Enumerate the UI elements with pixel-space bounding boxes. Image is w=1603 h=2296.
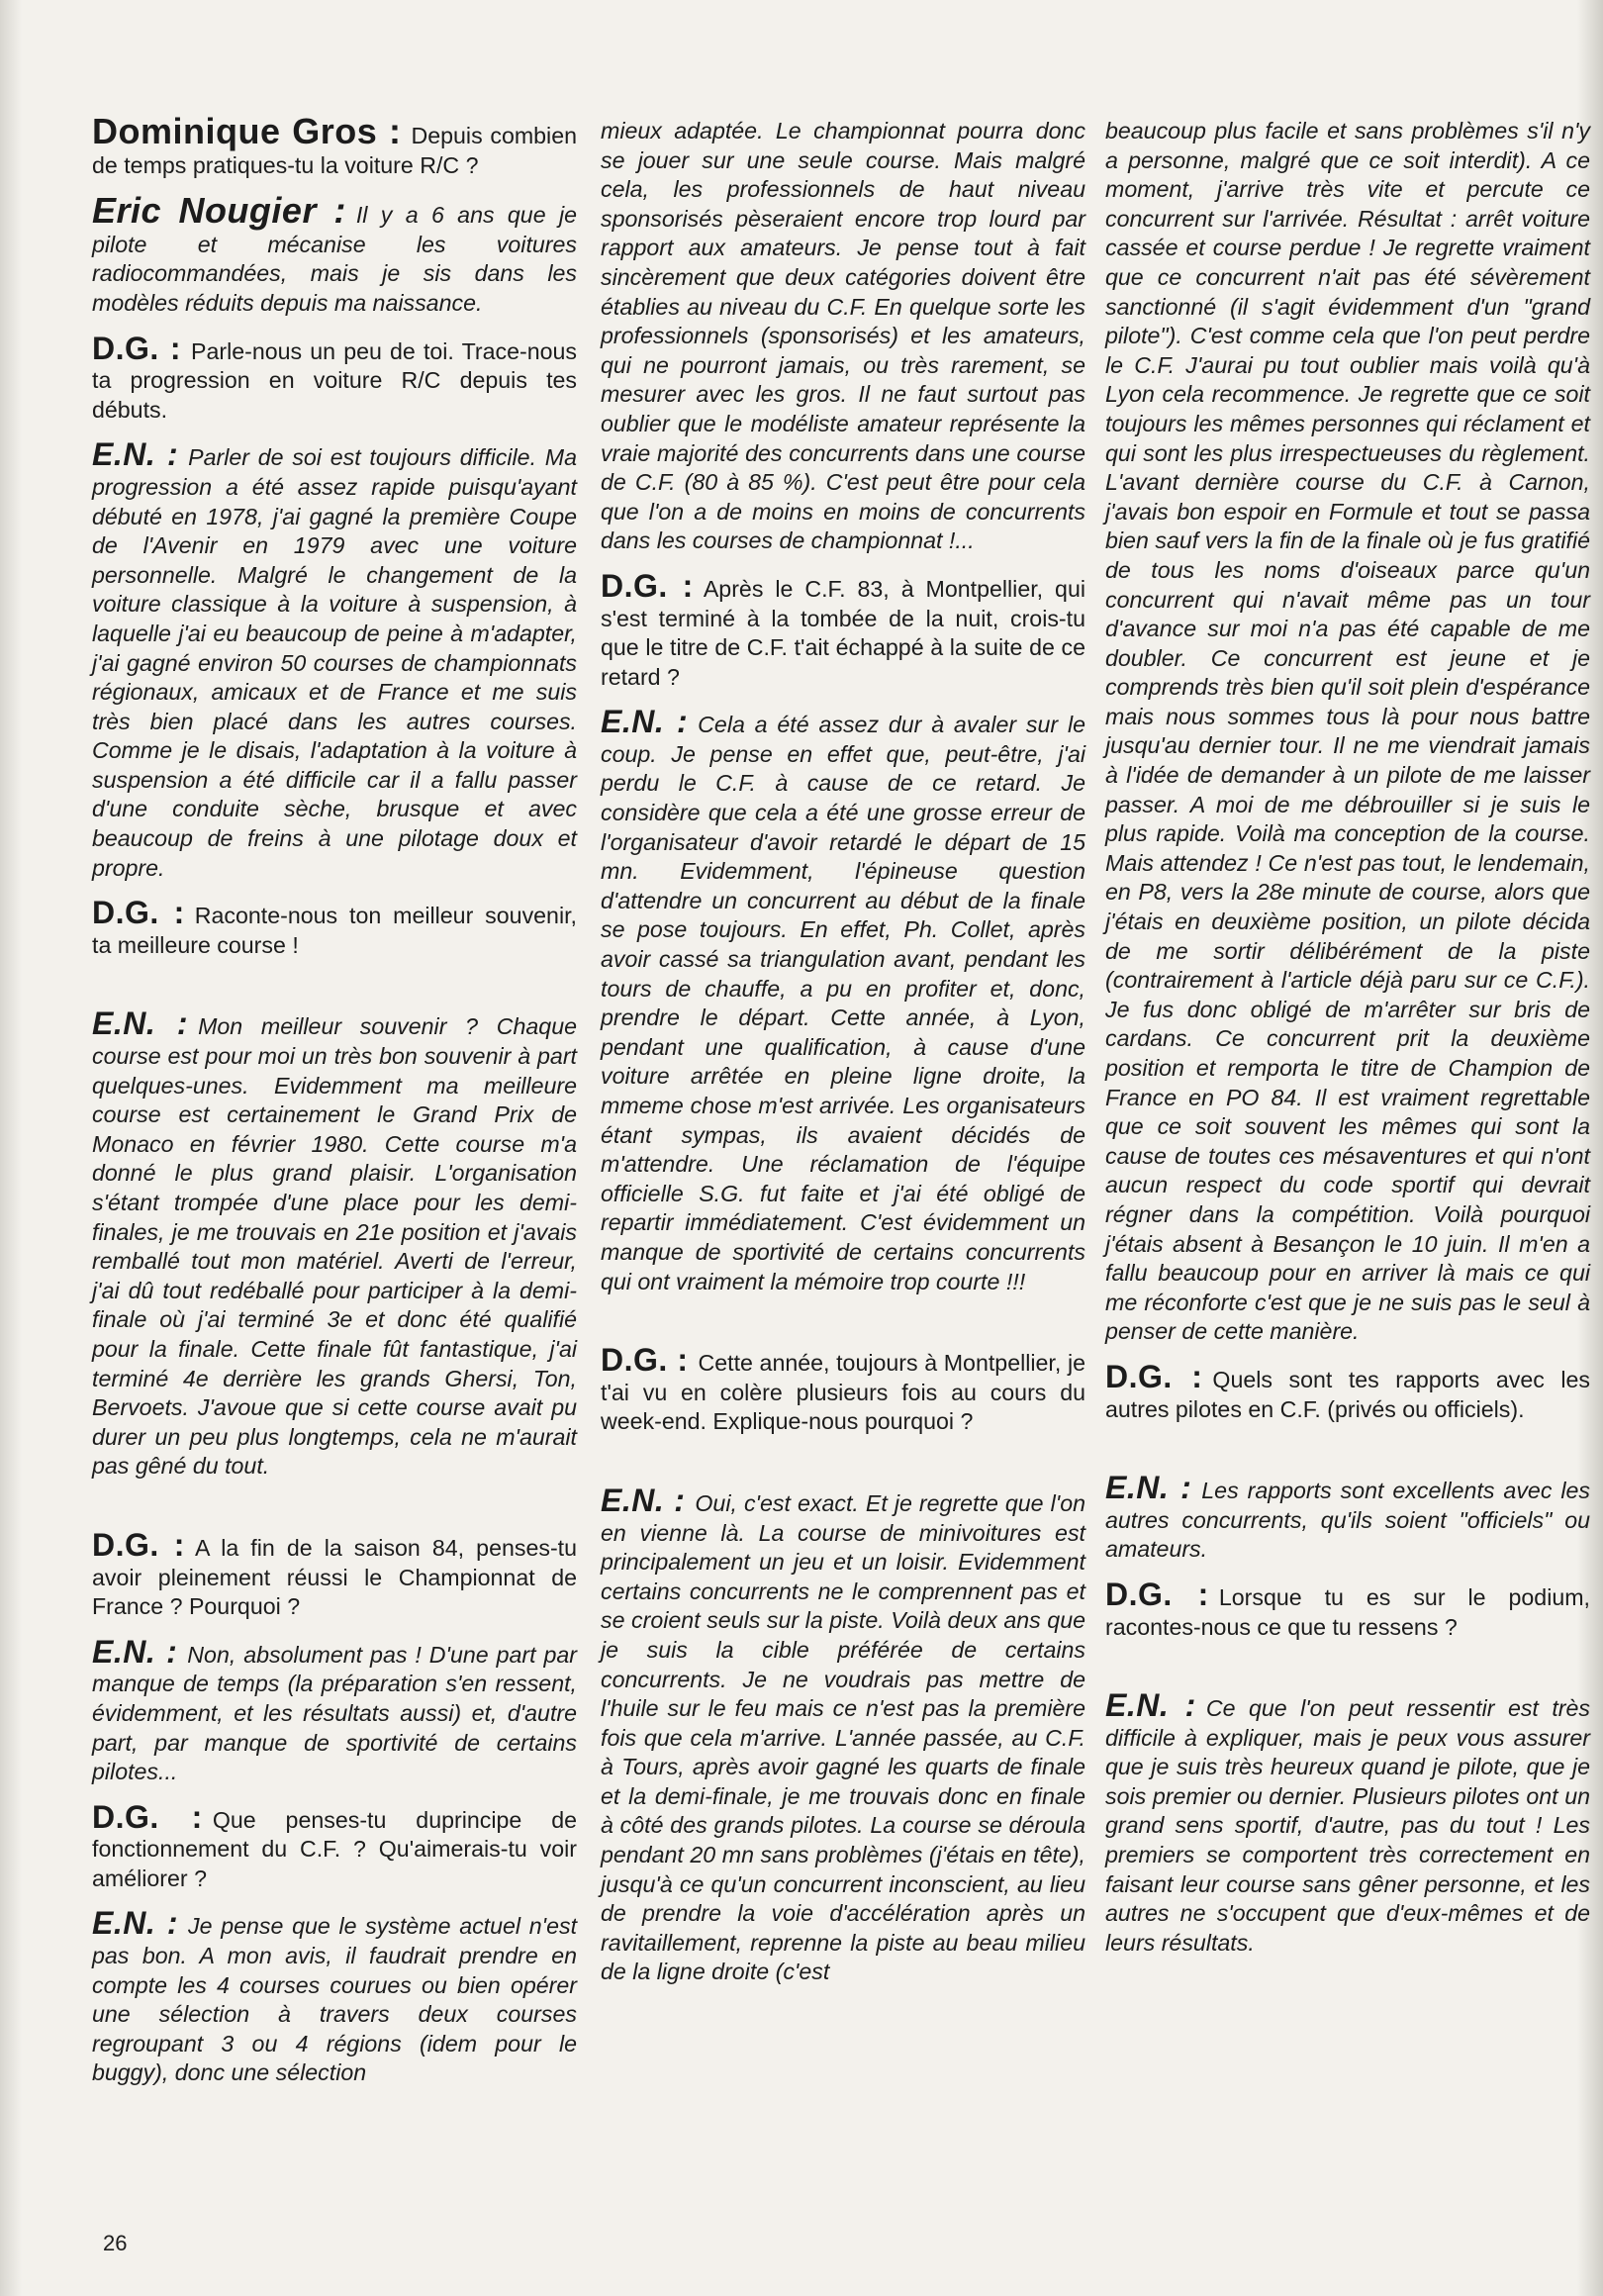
paragraph-text: Mon meilleur souvenir ? Chaque course est pour moi un très bon souvenir à part quelques-unes. Evidemment ma meilleure course est certainement le Grand Prix de Monaco en février 1980. Cette course m'a donné le plus grand plaisir. L'organisation s'étant trompée d'une place pour les demi-finales, je me trouvais en 21e position et j'avais remballé tout mon matériel. Averti de l'erreur, j'ai dû tout redéballé pour participer à la demi-finale où j'ai terminé 3e et donc été qualifié pour la finale. Cette finale fût fantastique, j'ai terminé 4e derrière les grands Ghersi, Ton, Bervoets. J'avoue que si cette course avait pu durer un peu plus longtemps, cela ne m'aurait pas gêné du tout.	[92, 1013, 577, 1480]
speaker-label: E.N. :	[92, 1005, 189, 1042]
interview-answer	[1105, 1687, 1591, 1958]
interview-question	[92, 1526, 578, 1622]
interview-answer	[92, 1633, 578, 1787]
paragraph-text: Parle-nous un peu de toi. Trace-nous ta progression en voiture R/C depuis tes débuts.	[92, 337, 577, 423]
interview-answer	[1105, 117, 1590, 1347]
scan-edge-left	[0, 0, 22, 2296]
speaker-label: Eric Nougier :	[92, 190, 346, 232]
paragraph-text: A la fin de la saison 84, penses-tu avoir pleinement réussi le Championnat de France ? Pourquoi ?	[92, 1534, 578, 1620]
speaker-label: Dominique Gros :	[92, 111, 402, 151]
paragraph-text: Lorsque tu es sur le podium, racontes-nous ce que tu ressens ?	[1105, 1583, 1590, 1640]
interview-question	[1105, 1358, 1590, 1424]
speaker-label: E.N. :	[1105, 1470, 1192, 1506]
speaker-label: D.G. :	[601, 1342, 689, 1379]
paragraph-text: Je pense que le système actuel n'est pas bon. A mon avis, il faudrait prendre en compte les 4 courses courues ou bien opérer une sélection à travers deux courses regroupant 3 ou 4 régions (idem pour le buggy), donc une sélection	[92, 1913, 578, 2086]
speaker-label: E.N. :	[601, 1482, 686, 1518]
speaker-label: D.G. :	[1105, 1576, 1209, 1612]
interview-question	[601, 1342, 1085, 1437]
paragraph-text: Oui, c'est exact. Et je regrette que l'on en vienne là. La course de minivoitures est principalement un jeu et un loisir. Evidemment certains concurrents ne le comprennent pas et se croient seuls sur la piste. Voilà deux ans que je suis la cible préférée de certains concurrents. Je ne voudrais pas mettre de l'huile sur le feu mais ce n'est pas la première fois que cela m'arrive. L'année passée, au C.F. à Tours, après avoir gagné les quarts de finale et la demi-finale, je me trouvais donc en finale à côté des grands pilotes. La course se déroula pendant 20 mn sans problèmes (j'étais en tête), jusqu'à ce qu'un concurrent inconscient, au lieu de prendre la voie d'accélération après un ravitaillement, reprenne la piste au beau milieu de la ligne droite (c'est	[601, 1489, 1085, 1985]
paragraph-text: Ce que l'on peut ressentir est très difficile à expliquer, mais je peux vous assurer que je suis très heureux quand je pilote, que je sois premier ou dernier. Plusieurs pilotes ont un grand sens sportif, d'autre, pas du tout ! Les premiers se comportent très correctement en faisant leur course sans gêner personne, et les autres ne s'occupent que d'eux-mêmes et de leurs résultats.	[1105, 1695, 1591, 1956]
paragraph-text: Cette année, toujours à Montpellier, je t'ai vu en colère plusieurs fois au cours du week-end. Explique-nous pourquoi ?	[601, 1350, 1085, 1435]
column-1	[92, 111, 578, 2104]
paragraph-text: mieux adaptée. Le championnat pourra donc se jouer sur une seule course. Mais malgré cela, les professionnels de haut niveau sponsorisés pèseraient encore trop lourd par rapport aux amateurs. Je pense tout à fait sincèrement que deux catégories doivent être établies au niveau du C.F. En quelque sorte les professionnels (sponsorisés) et les amateurs, qui ne pourront jamais, ou très rarement, se mesurer avec les gros. Il ne faut surtout pas oublier que le modéliste amateur représente la vraie majorité des concurrents dans une course de C.F. (80 à 85 %). C'est peut être pour cela que l'on a de moins en moins de concurrents dans les courses de championnat !...	[601, 118, 1085, 554]
interview-question	[601, 567, 1086, 692]
speaker-label: D.G. :	[92, 1526, 185, 1563]
speaker-label: D.G. :	[92, 330, 182, 366]
paragraph-text: Non, absolument pas ! D'une part par manque de temps (la préparation s'en ressent, évidemment, et les résultats aussi) et, d'autre part, par manque de sportivité de certains pilotes...	[92, 1641, 578, 1785]
column-3	[1105, 117, 1590, 1973]
interview-question	[92, 111, 578, 180]
interview-answer	[92, 1905, 578, 2088]
interview-question	[92, 895, 577, 960]
interview-answer	[601, 704, 1085, 1296]
speaker-label: E.N. :	[92, 1633, 178, 1670]
column-2	[601, 117, 1085, 2003]
interview-question	[1105, 1576, 1590, 1642]
speaker-label: D.G. :	[601, 567, 694, 604]
speaker-label: E.N. :	[92, 1905, 179, 1942]
speaker-label: D.G. :	[92, 1798, 203, 1835]
paragraph-text: beaucoup plus facile et sans problèmes s'il n'y a personne, malgré que ce soit interdit). A ce moment, j'arrive très vite et percute ce concurrent sur l'arrivée. Résultat : arrêt voiture cassée et course perdue ! Je regrette vraiment que ce concurrent n'ait pas été sévèrement sanctionné (il s'agit évidemment d'un "grand pilote"). C'est comme cela que l'on peut perdre le C.F. J'aurai pu tout oublier mais voilà qu'à Lyon cela recommence. Je regrette que ce soit toujours les mêmes personnes qui réclament et qui sont les plus irrespectueuses du règlement. L'avant dernière course du C.F. à Carnon, j'avais bon espoir en Formule et tout se passa bien sauf vers la fin de la finale où je fus gratifié de tous les noms d'oiseaux parce qu'un concurrent qui n'avait même pas un tour d'avance sur moi n'a pas été capable de me doubler. Ce concurrent est jeune et je comprends très bien qu'il soit plein d'espérance mais nous sommes tous là pour nous battre jusqu'au dernier tour. Il ne me viendrait jamais à l'idée de demander à un pilote de me laisser passer. A moi de me débrouiller si je suis le plus rapide. Voilà ma conception de la course. Mais attendez ! Ce n'est pas tout, le lendemain, en P8, vers la 28e minute de course, alors que j'étais en deuxième position, un pilote décida de me sortir délibérément de la piste (contrairement à l'article déjà paru sur ce C.F.). Je fus donc obligé de m'arrêter sur bris de cardans. Ce concurrent prit la deuxième position et remporta le titre de Champion de France en PO 84. Il est vraiment regrettable que ce soit souvent les mêmes qui sont la cause de toutes ces mésaventures et qui n'ont aucun respect du code sportif qui devrait régner dans la compétition. Voilà pourquoi j'étais absent à Besançon le 10 juin. Il m'en a fallu beaucoup pour en arriver là mais ce qui me réconforte c'est que je ne suis pas le seul à penser de cette manière.	[1105, 118, 1590, 1345]
interview-answer	[92, 436, 577, 883]
page-number: 26	[103, 2231, 128, 2255]
interview-answer	[601, 117, 1085, 556]
paragraph-text: Les rapports sont excellents avec les autres concurrents, qu'ils soient "officiels" ou amateurs.	[1105, 1478, 1590, 1563]
paragraph-text: Cela a été assez dur à avaler sur le coup. Je pense en effet que, peut-être, j'ai perdu le C.F. à cause de ce retard. Je considère que cela a été une grosse erreur de l'organisateur d'avoir retardé le départ de 15 mn. Evidemment, l'épineuse question d'attendre un concurrent au début de la finale se pose toujours. En effet, Ph. Collet, après avoir cassé sa triangulation avant, pendant les tours de chauffe, a pu en profiter et, donc, prendre le départ. Cette année, à Lyon, pendant une qualification, à cause d'une voiture arrêtée en pleine ligne droite, la mmeme chose m'est arrivée. Les organisateurs étant sympas, ils avaient décidés de m'attendre. Une réclamation de l'équipe officielle S.G. fut faite et j'ai été obligé de repartir immédiatement. C'est évidemment un manque de sportivité de certains concurrents qui ont vraiment la mémoire trop courte !!!	[601, 712, 1085, 1294]
interview-answer	[1105, 1470, 1590, 1565]
interview-question	[92, 1798, 577, 1894]
interview-answer	[92, 190, 577, 318]
paragraph-text: Raconte-nous ton meilleur souvenir, ta meilleure course !	[92, 903, 577, 958]
paragraph-text: Que penses-tu duprincipe de fonctionnement du C.F. ? Qu'aimerais-tu voir améliorer ?	[92, 1806, 577, 1891]
speaker-label: E.N. :	[1105, 1687, 1196, 1724]
paragraph-text: Quels sont tes rapports avec les autres pilotes en C.F. (privés ou officiels).	[1105, 1366, 1590, 1422]
speaker-label: E.N. :	[92, 436, 179, 473]
interview-answer	[601, 1482, 1085, 1987]
speaker-label: E.N. :	[601, 704, 689, 740]
paragraph-text: Il y a 6 ans que je pilote et mécanise les voitures radiocommandées, mais je sis dans les modèles réduits depuis ma naissance.	[92, 202, 577, 316]
paragraph-text: Parler de soi est toujours difficile. Ma progression a été assez rapide puisqu'ayant débuté en 1978, j'ai gagné la première Coupe de l'Avenir en 1979 avec une voiture personnelle. Malgré le changement de la voiture classique à la voiture à suspension, à laquelle j'ai eu beaucoup de peine à m'adapter, j'ai gagné environ 50 courses de championnats régionaux, amicaux et de France et me suis très bien placé dans les autres courses. Comme je le disais, l'adaptation à la voiture à suspension a été difficile car il a fallu passer d'une conduite sèche, brusque et avec beaucoup de freins à une pilotage doux et propre.	[92, 444, 577, 881]
paragraph-text: Depuis combien de temps pratiques-tu la voiture R/C ?	[92, 123, 578, 178]
interview-answer	[92, 1005, 577, 1482]
interview-question	[92, 330, 577, 426]
speaker-label: D.G. :	[1105, 1358, 1203, 1394]
paragraph-text: Après le C.F. 83, à Montpellier, qui s'est terminé à la tombée de la nuit, crois-tu que le titre de C.F. t'ait échappé à la suite de ce retard ?	[601, 575, 1086, 690]
speaker-label: D.G. :	[92, 895, 185, 931]
